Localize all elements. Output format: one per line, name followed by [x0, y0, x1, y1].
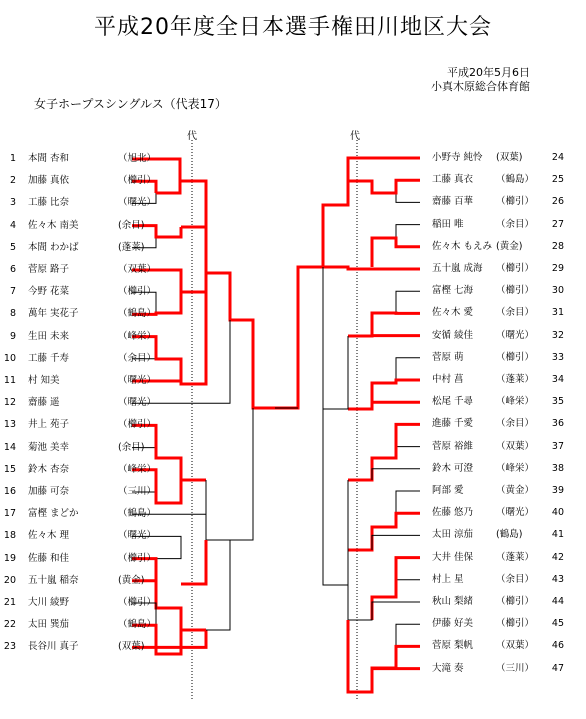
player-name: 鈴木 杏奈	[28, 463, 70, 475]
player-row	[0, 396, 156, 410]
player-row	[432, 417, 564, 431]
player-row	[432, 551, 564, 565]
representative-mark-left: 代	[187, 131, 197, 142]
player-team: （櫛引）	[496, 196, 535, 208]
player-row	[0, 441, 144, 455]
event-name: 女子ホープスシングルス（代表17）	[34, 97, 227, 111]
player-name: 佐藤 和佳	[28, 552, 70, 564]
player-name: 村 知美	[28, 375, 60, 386]
player-row	[432, 395, 564, 409]
player-row	[432, 573, 564, 587]
player-name: 本間 わかば	[28, 241, 79, 253]
player-team: （余目）	[496, 307, 535, 319]
player-seed: 19	[3, 552, 16, 564]
player-row	[432, 240, 564, 254]
player-team: （曙光）	[118, 530, 157, 542]
player-seed: 13	[3, 419, 16, 431]
player-team: （曙光）	[118, 197, 157, 209]
bracket-line	[396, 424, 420, 446]
player-row	[0, 352, 156, 366]
player-team: （櫛引）	[118, 175, 157, 187]
player-team: (黄金)	[496, 240, 523, 252]
player-seed: 16	[3, 486, 16, 497]
bracket-win-line	[348, 513, 420, 550]
player-row	[432, 506, 564, 520]
player-name: 太田 涼茄	[432, 529, 474, 541]
player-row	[0, 463, 156, 477]
player-team: （櫛引）	[496, 351, 535, 363]
player-row	[0, 174, 156, 188]
player-name: 佐々木 理	[28, 530, 70, 542]
player-team: （櫛引）	[496, 263, 535, 274]
player-row	[432, 306, 564, 320]
bracket-line	[323, 409, 348, 585]
player-team: （鶴島）	[118, 308, 157, 320]
player-seed: 29	[551, 263, 564, 274]
bracket-win-line	[156, 181, 206, 227]
player-team: （余目）	[496, 573, 535, 585]
bracket-line	[396, 558, 420, 580]
player-seed: 47	[551, 662, 564, 674]
player-seed: 11	[3, 375, 16, 386]
player-row	[0, 374, 156, 388]
player-row	[432, 528, 564, 542]
player-seed: 1	[9, 153, 16, 164]
bracket-win-line	[323, 181, 348, 267]
player-name: 萬年 実花子	[28, 308, 79, 320]
player-seed: 6	[9, 264, 16, 275]
player-team: （双葉）	[118, 264, 157, 275]
player-team: （鶴島）	[496, 174, 535, 186]
player-team: （蓬莱）	[496, 551, 535, 563]
player-seed: 44	[551, 596, 564, 607]
player-name: 松尾 千尋	[432, 396, 474, 408]
player-team: （三川）	[118, 486, 157, 497]
player-row	[0, 640, 144, 654]
player-seed: 25	[551, 174, 564, 186]
player-seed: 41	[551, 529, 564, 541]
player-team: （鶴島）	[118, 508, 157, 520]
player-seed: 40	[551, 507, 564, 519]
player-name: 工藤 真衣	[432, 174, 474, 186]
player-team: （曙光）	[496, 507, 535, 519]
bracket-win-line	[206, 227, 230, 273]
player-team: （余目）	[118, 352, 157, 364]
player-name: 齋藤 百華	[432, 196, 474, 208]
player-row	[0, 552, 156, 566]
player-seed: 32	[551, 329, 564, 341]
player-name: 佐々木 もえみ	[432, 240, 493, 252]
player-team: (双葉)	[118, 641, 145, 653]
player-team: （櫛引）	[496, 285, 535, 297]
player-seed: 36	[551, 418, 564, 430]
player-row	[0, 263, 156, 277]
player-row	[432, 351, 564, 365]
player-row	[432, 595, 564, 609]
player-seed: 15	[3, 463, 16, 475]
player-team: （蓬莱）	[496, 374, 535, 385]
player-name: 太田 巽茄	[28, 619, 70, 631]
player-name: 佐々木 南美	[28, 219, 79, 231]
bracket-win-line	[348, 380, 420, 409]
bracket-win-line	[181, 540, 206, 584]
player-seed: 27	[551, 218, 564, 230]
player-name: 阿部 愛	[432, 485, 464, 496]
player-seed: 43	[551, 573, 564, 585]
player-team: （余目）	[496, 418, 535, 430]
player-team: （三川）	[496, 662, 535, 674]
player-seed: 4	[9, 219, 16, 231]
player-name: 富樫 まどか	[28, 508, 79, 520]
player-name: 菊池 美幸	[28, 441, 70, 453]
bracket-line	[372, 469, 420, 480]
player-row	[432, 329, 564, 343]
player-name: 今野 花菜	[28, 286, 70, 298]
player-row	[0, 196, 156, 210]
player-name: 稲田 唯	[432, 218, 464, 230]
player-team: （櫛引）	[496, 618, 535, 630]
player-name: 五十嵐 稲奈	[28, 574, 79, 586]
bracket-line	[396, 291, 420, 313]
player-team: （鶴島）	[118, 619, 157, 631]
player-seed: 21	[3, 597, 16, 608]
player-team: (蓬莱)	[118, 241, 145, 253]
player-row	[0, 596, 156, 610]
player-seed: 35	[551, 396, 564, 408]
player-row	[432, 484, 564, 498]
player-seed: 24	[551, 152, 564, 163]
player-row	[0, 330, 156, 344]
bracket-line	[348, 602, 420, 620]
player-row	[0, 485, 156, 499]
bracket-line	[396, 491, 420, 513]
player-team: （黄金）	[496, 485, 535, 496]
player-name: 菅原 路子	[28, 264, 70, 275]
player-seed: 46	[551, 640, 564, 652]
player-row	[0, 285, 156, 299]
player-name: 長谷川 真子	[28, 641, 79, 653]
bracket-line	[323, 267, 348, 409]
player-name: 菅原 裕維	[432, 440, 474, 452]
player-name: 安循 綾佳	[432, 329, 474, 341]
player-name: 秋山 梨緒	[432, 596, 474, 607]
event-venue: 小真木原総合体育館	[431, 80, 530, 93]
player-seed: 18	[3, 530, 16, 542]
player-row	[432, 662, 564, 676]
player-team: （櫛引）	[496, 596, 535, 607]
player-row	[432, 195, 564, 209]
player-name: 進藤 千愛	[432, 418, 474, 430]
player-seed: 28	[551, 240, 564, 252]
player-team: （峰栄）	[118, 330, 157, 342]
player-team: （旭北）	[118, 153, 157, 164]
player-team: （余目）	[496, 218, 535, 230]
page-title: 平成20年度全日本選手権田川地区大会	[94, 15, 492, 40]
bracket-win-line	[372, 238, 420, 267]
player-seed: 14	[3, 441, 16, 453]
player-team: （櫛引）	[118, 597, 157, 608]
bracket-win-line	[372, 313, 420, 336]
player-seed: 23	[3, 641, 16, 653]
player-name: 本間 杏和	[28, 153, 70, 164]
player-seed: 3	[9, 197, 16, 209]
player-name: 大井 佳保	[432, 551, 474, 563]
player-team: （峰栄）	[118, 463, 157, 475]
player-name: 菅原 萌	[432, 351, 464, 363]
player-name: 村上 星	[432, 573, 464, 585]
bracket-win-line	[348, 158, 420, 181]
player-seed: 33	[551, 351, 564, 363]
player-row	[0, 152, 156, 166]
bracket-line	[396, 180, 420, 202]
bracket-line	[372, 535, 420, 550]
player-seed: 39	[551, 485, 564, 496]
player-seed: 34	[551, 374, 564, 385]
player-seed: 26	[551, 196, 564, 208]
player-name: 加藤 可奈	[28, 486, 70, 497]
player-seed: 38	[551, 462, 564, 474]
bracket-line	[230, 408, 253, 540]
player-seed: 42	[551, 551, 564, 563]
player-name: 佐々木 愛	[432, 307, 474, 319]
player-name: 加藤 真依	[28, 175, 70, 187]
player-row	[0, 307, 156, 321]
player-seed: 45	[551, 618, 564, 630]
player-row	[0, 241, 144, 255]
player-name: 富樫 七海	[432, 285, 474, 297]
player-name: 齋藤 遥	[28, 397, 60, 409]
bracket-win-line	[372, 402, 420, 409]
player-seed: 7	[9, 286, 16, 298]
player-name: 工藤 比奈	[28, 197, 70, 209]
player-team: (余目)	[118, 219, 145, 231]
player-row	[432, 617, 564, 631]
player-team: (鶴島)	[496, 529, 523, 541]
player-row	[0, 219, 144, 233]
player-name: 菅原 梨帆	[432, 640, 474, 652]
player-seed: 31	[551, 307, 564, 319]
bracket-line	[396, 624, 420, 646]
player-row	[432, 284, 564, 298]
player-row	[432, 639, 564, 653]
player-seed: 10	[3, 352, 16, 364]
player-row	[0, 574, 144, 588]
player-seed: 9	[9, 330, 16, 342]
player-name: 大滝 奏	[432, 662, 464, 674]
player-team: （曙光）	[118, 397, 157, 409]
bracket-line	[206, 540, 230, 630]
player-seed: 8	[9, 308, 16, 320]
bracket-win-line	[372, 558, 420, 620]
player-name: 中村 菖	[432, 374, 464, 385]
player-team: （曙光）	[496, 329, 535, 341]
player-row	[432, 218, 564, 232]
bracket-win-line	[323, 267, 420, 269]
player-row	[0, 529, 156, 543]
player-seed: 17	[3, 508, 16, 520]
player-row	[432, 373, 564, 387]
player-row	[432, 151, 564, 165]
player-row	[432, 462, 564, 476]
player-team: （双葉）	[496, 640, 535, 652]
player-seed: 12	[3, 397, 16, 409]
player-team: （櫛引）	[118, 552, 157, 564]
player-team: （峰栄）	[496, 396, 535, 408]
bracket-win-line	[206, 273, 275, 408]
player-team: (余目)	[118, 441, 145, 453]
player-name: 佐藤 悠乃	[432, 507, 474, 519]
player-team: (黄金)	[118, 574, 145, 586]
representative-mark-right: 代	[350, 131, 360, 142]
player-name: 五十嵐 成海	[432, 263, 483, 274]
player-row	[432, 262, 564, 276]
player-row	[0, 418, 156, 432]
player-row	[0, 618, 156, 632]
bracket-line	[396, 225, 420, 247]
player-name: 生田 未来	[28, 330, 70, 342]
bracket-line	[396, 358, 420, 380]
player-team: (双葉)	[496, 152, 523, 163]
bracket-win-line	[348, 620, 420, 692]
player-seed: 5	[9, 241, 16, 253]
player-name: 井上 苑子	[28, 419, 70, 431]
bracket-win-line	[348, 180, 420, 193]
player-seed: 37	[551, 440, 564, 452]
bracket-win-line	[275, 267, 323, 408]
player-seed: 30	[551, 285, 564, 297]
player-row	[432, 173, 564, 187]
player-seed: 2	[9, 175, 16, 187]
event-date: 平成20年5月6日	[447, 66, 530, 79]
player-team: （双葉）	[496, 440, 535, 452]
player-team: （曙光）	[118, 375, 157, 386]
player-name: 鈴木 可澄	[432, 462, 474, 474]
player-team: （櫛引）	[118, 286, 157, 298]
player-row	[0, 507, 156, 521]
player-name: 大川 綾野	[28, 597, 70, 608]
player-team: （峰栄）	[496, 462, 535, 474]
bracket-win-line	[348, 424, 420, 480]
player-seed: 20	[3, 574, 16, 586]
player-name: 伊藤 好美	[432, 618, 474, 630]
player-name: 工藤 千寿	[28, 352, 70, 364]
player-seed: 22	[3, 619, 16, 631]
player-row	[432, 440, 564, 454]
player-team: （櫛引）	[118, 419, 157, 431]
player-name: 小野寺 純怜	[432, 152, 483, 163]
